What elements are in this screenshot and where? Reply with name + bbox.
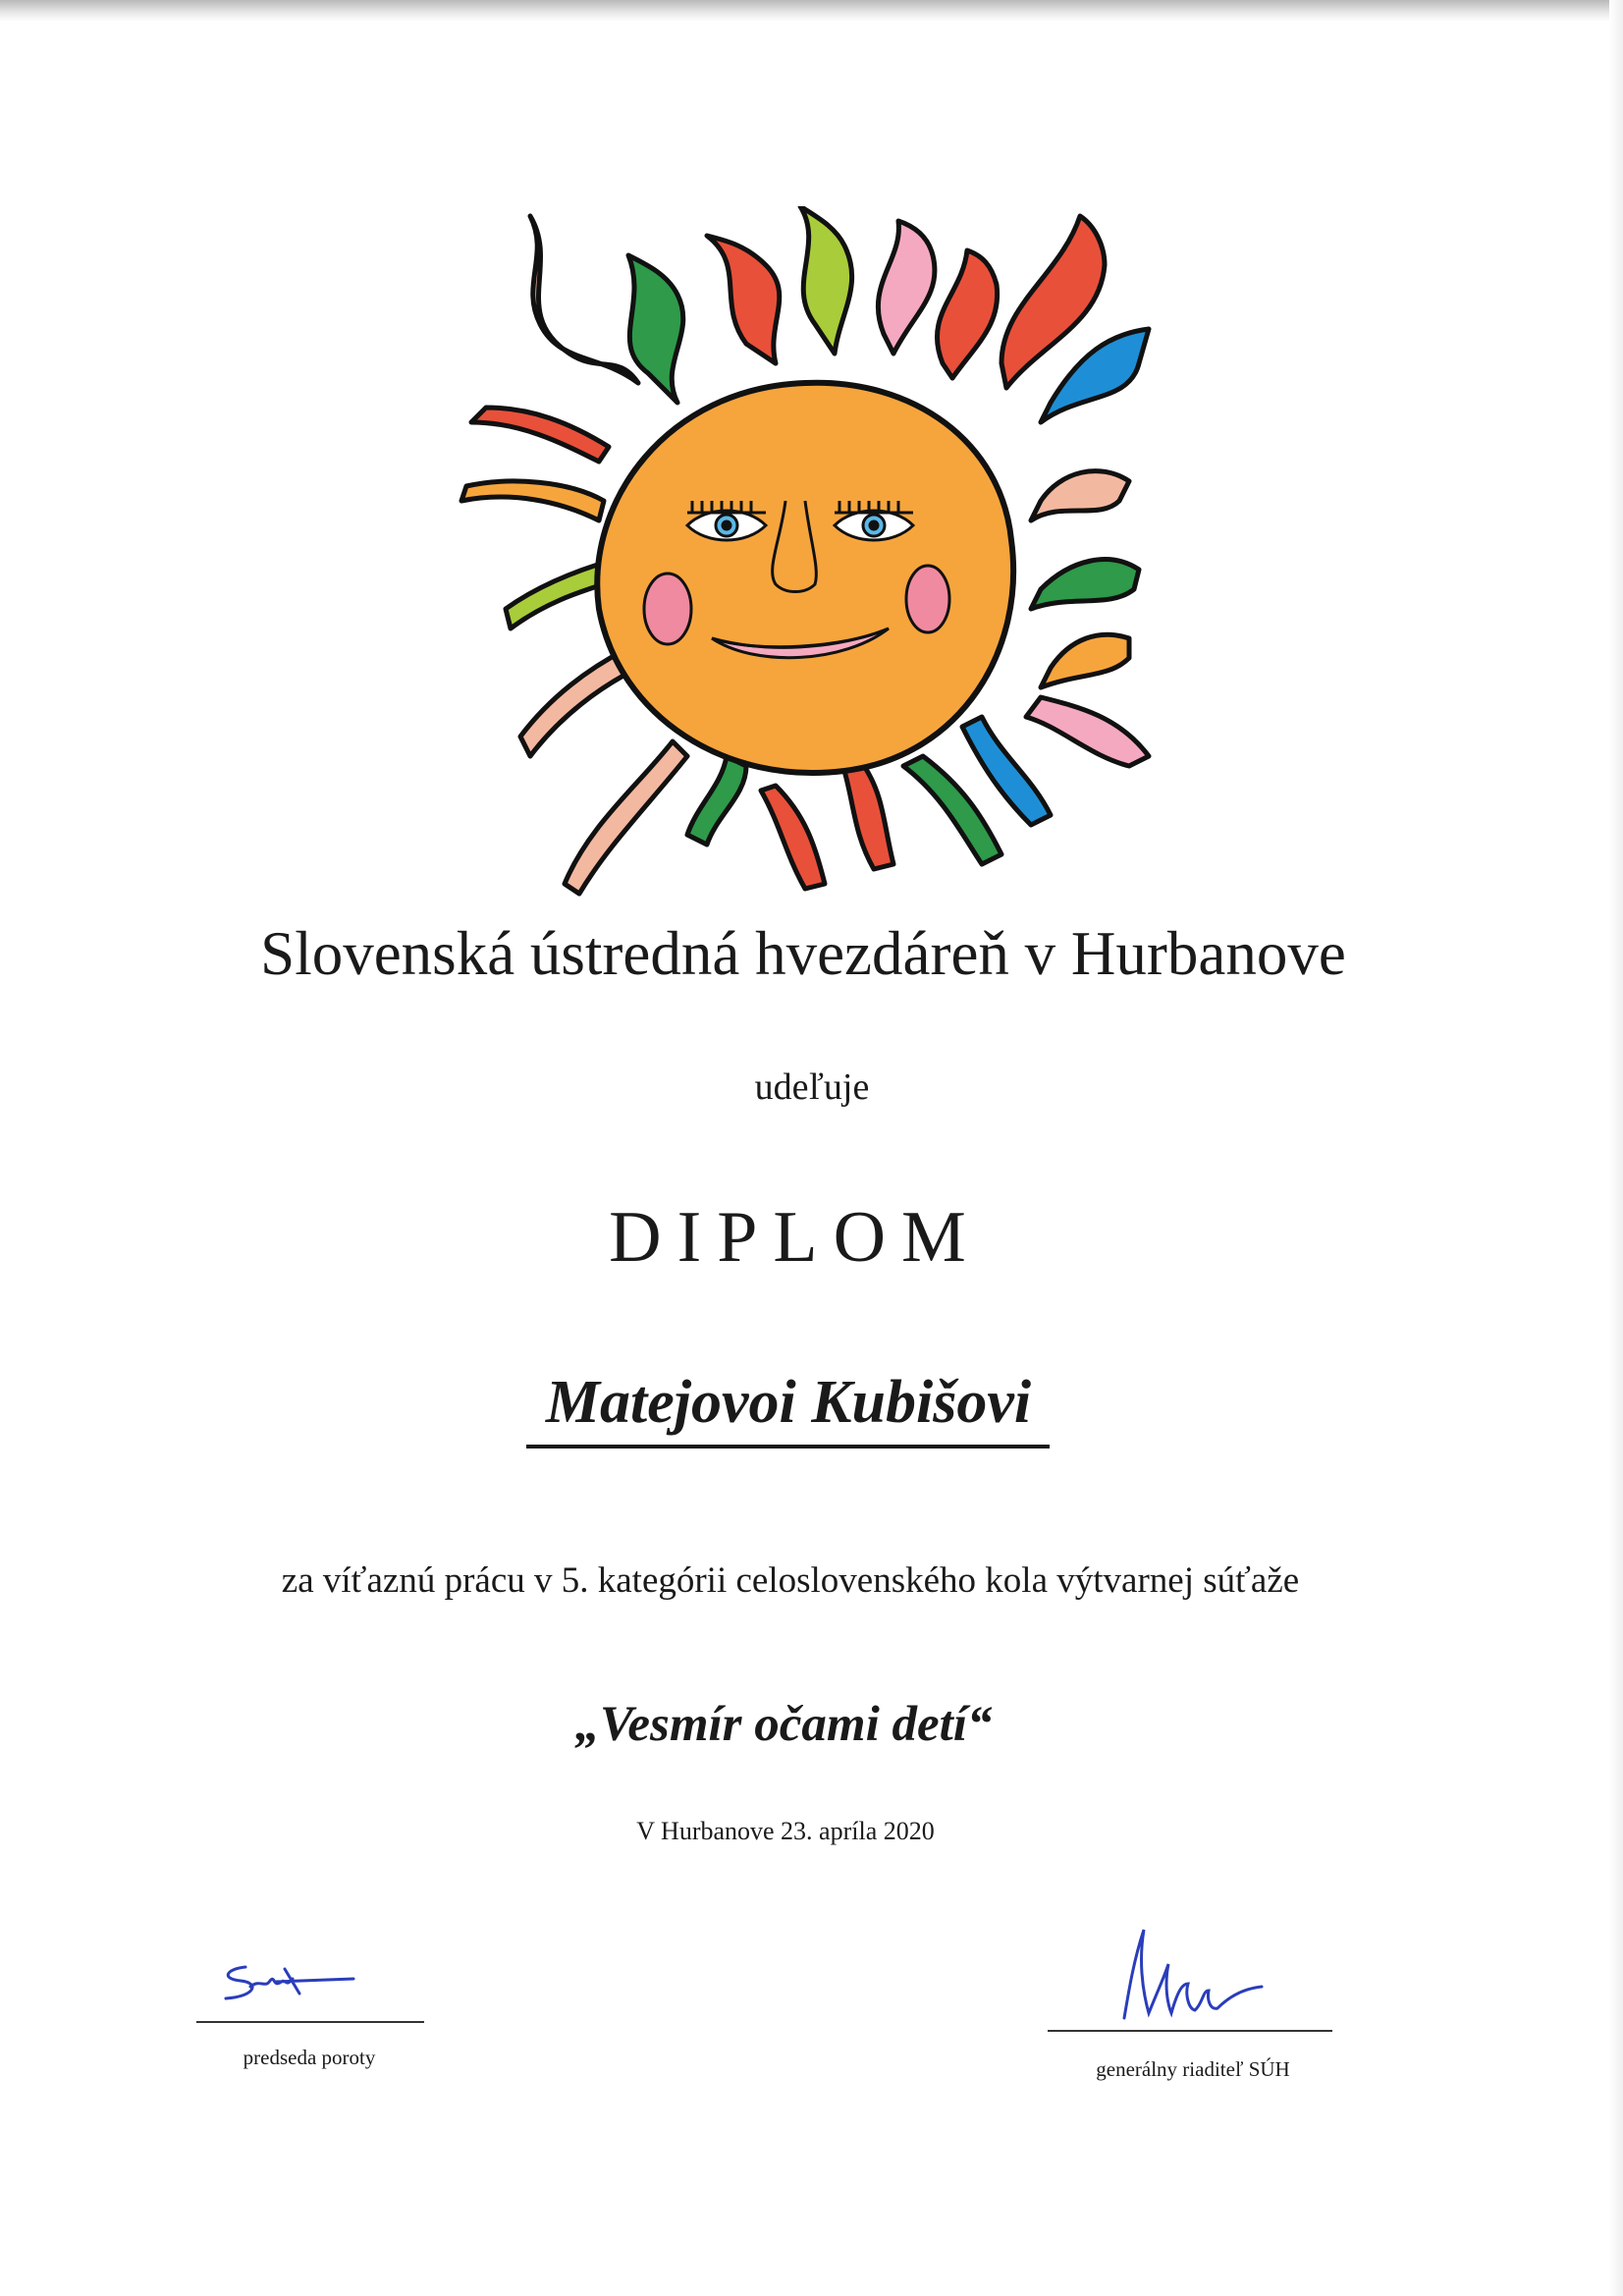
recipient-name: Matejovoi Kubišovi	[545, 1369, 1032, 1436]
scan-edge-right	[1609, 0, 1623, 2296]
director-signature-icon	[1105, 1920, 1271, 2028]
organization-name: Slovenská ústredná hvezdáreň v Hurbanove	[260, 919, 1346, 988]
diploma-title: DIPLOM	[609, 1197, 982, 1278]
signature-line-right	[1048, 2030, 1332, 2032]
contest-name: „Vesmír očami detí“	[574, 1697, 993, 1752]
sun-face-logo-icon	[452, 206, 1159, 903]
place-date: V Hurbanove 23. apríla 2020	[636, 1817, 935, 1845]
recipient-underline	[526, 1445, 1050, 1449]
scan-edge-top	[0, 0, 1623, 22]
jury-chair-signature-icon	[206, 1949, 363, 2008]
signature-line-left	[196, 2021, 424, 2023]
award-reason: za víťaznú prácu v 5. kategórii celoslovenského kola výtvarnej súťaže	[281, 1560, 1300, 1601]
awards-verb: udeľuje	[754, 1066, 870, 1108]
director-caption: generálny riaditeľ SÚH	[1096, 2057, 1290, 2081]
jury-chair-caption: predseda poroty	[243, 2046, 376, 2069]
